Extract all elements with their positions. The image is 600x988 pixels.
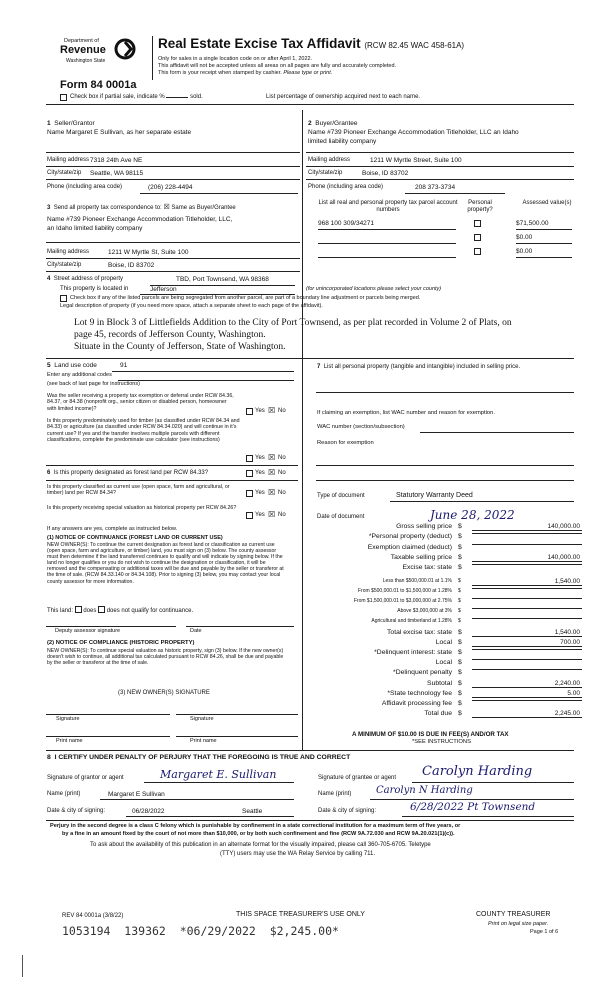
- correspondence-name-line2[interactable]: an Idaho limited liability company: [47, 225, 143, 232]
- partial-sale-checkbox[interactable]: [60, 94, 67, 101]
- minimum-fee-note: A MINIMUM OF $10.00 IS DUE IN FEE(S) AND/OR TAX: [352, 731, 509, 738]
- tax-row: [322, 588, 582, 598]
- tax-row-label: *Delinquent penalty: [393, 669, 452, 677]
- buyer-mailing-label: Mailing address: [308, 157, 351, 163]
- segregated-parcel-checkbox[interactable]: [60, 295, 67, 302]
- grantee-signature[interactable]: Carolyn Harding: [422, 764, 533, 779]
- parcel-account[interactable]: [318, 248, 456, 258]
- exemption-yes-label: Yes: [255, 408, 265, 414]
- tax-row-label: Above $3,000,000 at 3%: [397, 608, 452, 615]
- document-date-label: Date of document: [317, 514, 365, 520]
- timber-no-label: No: [278, 455, 286, 461]
- header-note-3-italic: Please type or print.: [283, 70, 333, 76]
- parcel-col-header-assessed: Assessed value(s): [522, 200, 572, 206]
- tax-row-value[interactable]: [472, 608, 582, 609]
- land-use-code[interactable]: 91: [120, 362, 128, 369]
- tax-row-currency: $: [458, 543, 462, 551]
- buyer-name-row: [308, 129, 578, 136]
- additional-codes-label: Enter any additional codes: [47, 372, 112, 378]
- tax-row-currency: $: [458, 659, 462, 667]
- buyer-city[interactable]: Boise, ID 83702: [362, 170, 409, 177]
- forest-question-row: [47, 470, 247, 476]
- exemption-wac-label: If claiming an exemption, list WAC number and reason for exemption.: [317, 410, 495, 416]
- alt-format-line-1: To ask about the availability of this publication in an alternate format for the visually impaired, please call 360-705-6705. Teletype: [90, 842, 431, 848]
- buyer-mailing[interactable]: 1211 W Myrtle Street, Suite 100: [370, 157, 462, 164]
- current-use-yes-label: Yes: [255, 490, 265, 496]
- exemption-no-checkbox[interactable]: ☒: [268, 406, 276, 415]
- certify-heading: [47, 754, 350, 761]
- personal-property-checkbox[interactable]: [474, 248, 481, 255]
- legal-description-label: Legal description of property (if you need more space, attach a separate sheet to each page of the affidavit).: [60, 303, 323, 309]
- seller-city[interactable]: Seattle, WA 98115: [90, 170, 144, 177]
- land-use-label: Land use code: [54, 362, 97, 369]
- tax-row-currency: $: [458, 649, 462, 657]
- buyer-name-line2[interactable]: limited liability company: [308, 138, 377, 145]
- tax-row-label: From $1,500,000.01 to $3,000,000 at 2.75%: [353, 598, 452, 605]
- correspondence-mailing-label: Mailing address: [47, 249, 90, 255]
- tax-row-label: Exemption claimed (deduct): [367, 543, 452, 551]
- tax-row-label: Excise tax: state: [402, 564, 452, 572]
- grantee-signature-label: Signature of grantee or agent: [318, 775, 397, 781]
- forest-yes-label: Yes: [255, 470, 265, 476]
- tax-row-value[interactable]: [472, 618, 582, 619]
- new-owner-signature-label-1: Signature: [56, 716, 80, 722]
- alt-format-line-2: (TTY) users may use the WA Relay Service by calling 711.: [220, 851, 376, 857]
- tax-row-label: Subtotal: [427, 679, 452, 687]
- buyer-city-label: City/state/zip: [308, 170, 343, 176]
- grantor-date-label: Date & city of signing:: [47, 808, 106, 814]
- this-land-label: This land:: [47, 608, 74, 614]
- seller-phone-label: Phone (including area code): [47, 184, 123, 190]
- parcel-account[interactable]: [318, 234, 456, 244]
- form-title-text: Real Estate Excise Tax Affidavit: [158, 36, 361, 51]
- tax-row: [322, 669, 582, 679]
- tax-row: [322, 598, 582, 608]
- legal-description-line-1[interactable]: Lot 9 in Block 3 of Littlefields Addition to the City of Port Townsend, as per plat recorded in Volume 2 of Plats, on: [74, 318, 512, 328]
- logo-revenue: Revenue: [60, 44, 106, 56]
- parcel-assessed-value[interactable]: $71,500.00: [516, 220, 572, 230]
- new-owner-signature-heading: (3) NEW OWNER(S) SIGNATURE: [118, 690, 210, 696]
- buyer-heading: [308, 120, 358, 127]
- historic-yes-checkbox[interactable]: [246, 512, 253, 519]
- tax-row-value[interactable]: [472, 533, 582, 534]
- seller-heading: [47, 120, 95, 127]
- buyer-heading-text: Buyer/Grantee: [315, 120, 358, 127]
- buyer-name-label: Name: [308, 129, 326, 136]
- form-number: Form 84 0001a: [60, 79, 137, 91]
- correspondence-city-label: City/state/zip: [47, 262, 82, 268]
- current-use-yes-checkbox[interactable]: [246, 490, 253, 497]
- seller-mailing[interactable]: 7318 24th Ave NE: [90, 157, 143, 164]
- personal-property-checkbox[interactable]: [474, 220, 481, 227]
- form-revision: REV 84 0001a (3/8/22): [62, 913, 124, 919]
- perjury-notice-line-2: by a fine in an amount fixed by the court of not more than $10,000, or by both such confinement and fine (RCW 9A.72.030 and RCW 9A.20.021(1)(c)).: [62, 831, 455, 837]
- grantee-name[interactable]: Carolyn N Harding: [376, 785, 473, 796]
- exemption-reason-label: Reason for exemption: [317, 440, 374, 446]
- notice-compliance-body: NEW OWNER(S): To continue special valuation as historic property, sign (3) below. If the new owner(s) doesn't wish to continue, all additional tax calculated pursuant to RCW 84.26, shall be due and payable by the seller or transferor at the time of sale.: [47, 648, 284, 667]
- street-label-text: Street address of property: [53, 276, 124, 282]
- tax-row: [322, 608, 582, 618]
- correspondence-name-label: Name: [47, 216, 65, 223]
- tax-row-currency: $: [458, 679, 462, 687]
- tax-row-label: Local: [435, 639, 452, 647]
- tax-row-currency: $: [458, 588, 461, 595]
- treasurer-receipt-stamp: 1053194 139362 *06/29/2022 $2,245.00*: [62, 924, 339, 938]
- tax-row-label: From $500,000.01 to $1,500,000 at 1.28%: [358, 588, 452, 595]
- correspondence-heading: [47, 203, 236, 211]
- grantee-date-city[interactable]: 6/28/2022 Pt Townsend: [410, 801, 536, 813]
- tax-row: [322, 533, 582, 543]
- tax-row-currency: $: [458, 533, 462, 541]
- certify-section-number: 8: [47, 754, 51, 761]
- tax-row-label: Gross selling price: [396, 523, 452, 530]
- does-not-label: does not qualify for continuance.: [106, 608, 194, 614]
- timber-yes-checkbox[interactable]: [246, 455, 253, 462]
- street-address[interactable]: TBD, Port Townsend, WA 98368: [176, 276, 269, 283]
- tax-row-label: Local: [435, 659, 452, 667]
- segregated-note: Check box if any of the listed parcels are being segregated from another parcel, are part of a boundary line adjustment or parcels being merged.: [70, 295, 421, 301]
- tax-row: [322, 523, 582, 533]
- tax-row-currency: $: [458, 709, 462, 717]
- county-treasurer: COUNTY TREASURER: [476, 911, 551, 918]
- tax-row-label: *Personal property (deduct): [368, 533, 452, 541]
- new-owner-print-name-1: Print name: [56, 738, 83, 744]
- tax-row-currency: $: [458, 639, 462, 647]
- does-not-qualify-checkbox[interactable]: [98, 606, 105, 613]
- location-section-number: 4: [47, 276, 51, 282]
- personal-property-checkbox[interactable]: [474, 234, 481, 241]
- tax-row-label: *State technology fee: [387, 689, 452, 697]
- see-instructions-note: *SEE INSTRUCTIONS: [412, 739, 471, 745]
- forest-question: Is this property designated as forest land per RCW 84.33?: [53, 470, 209, 476]
- tax-row-value[interactable]: [472, 649, 582, 650]
- dor-logo: [60, 38, 154, 68]
- county-value[interactable]: Jefferson: [150, 286, 177, 293]
- tax-row-currency: $: [458, 578, 461, 584]
- deputy-date-label: Date: [190, 628, 202, 634]
- current-use-no-checkbox[interactable]: ☒: [268, 488, 276, 497]
- tax-row-label: Affidavit processing fee: [381, 699, 452, 707]
- forest-no-label: No: [278, 470, 286, 476]
- legal-paper-note: Print on legal size paper.: [488, 921, 549, 927]
- timber-yes-label: Yes: [255, 455, 265, 461]
- personal-property-text: List all personal property (tangible and intangible) included in selling price.: [323, 364, 521, 370]
- tax-row: [322, 554, 582, 564]
- forest-no-checkbox[interactable]: ☒: [268, 468, 276, 477]
- tax-row: [322, 680, 582, 690]
- historic-no-label: No: [278, 512, 286, 518]
- new-owner-print-name-2: Print name: [190, 738, 217, 744]
- historic-no-checkbox[interactable]: ☒: [268, 510, 276, 519]
- tax-row-currency: $: [458, 598, 461, 605]
- tax-row-value[interactable]: 140,000.00: [472, 523, 582, 531]
- land-use-row: [47, 362, 97, 369]
- tax-row: [322, 618, 582, 628]
- current-use-question: Is this property classified as current use (open space, farm and agricultural, or timber) land per RCW 84.34?: [47, 484, 230, 497]
- tax-row-label: Agricultural and timberland at 1.28%: [371, 618, 452, 625]
- tax-row: [322, 690, 582, 700]
- tax-row-label: Total due: [424, 709, 452, 717]
- seller-name[interactable]: Margaret E Sullivan, as her separate estate: [66, 129, 192, 136]
- partial-sale-text: Check box if partial sale, indicate %: [70, 94, 165, 100]
- tax-row-currency: $: [458, 564, 462, 572]
- seller-phone[interactable]: (206) 228-4494: [148, 184, 193, 191]
- exemption-no-label: No: [278, 408, 286, 414]
- seller-section-number: 1: [47, 120, 51, 127]
- tax-row-value[interactable]: 700.00: [472, 639, 582, 647]
- see-back-note: (see back of last page for instructions): [47, 381, 140, 387]
- county-label: This property is located in: [60, 286, 129, 292]
- tax-row: [322, 544, 582, 554]
- seller-mailing-label: Mailing address: [47, 157, 90, 163]
- land-use-section-number: 5: [47, 362, 51, 369]
- form-title-ref: (RCW 82.45 WAC 458-61A): [364, 41, 465, 50]
- logo-dept-line: Department of: [64, 38, 99, 44]
- certify-heading-text: I CERTIFY UNDER PENALTY OF PERJURY THAT THE FOREGOING IS TRUE AND CORRECT: [54, 754, 351, 761]
- tax-row-value[interactable]: [472, 564, 582, 565]
- logo-state: Washington State: [66, 58, 106, 64]
- does-qualify-checkbox[interactable]: [75, 606, 82, 613]
- seller-heading-text: Seller/Grantor: [54, 120, 95, 127]
- grantee-name-label: Name (print): [318, 791, 352, 797]
- tax-row: [322, 564, 582, 574]
- header-note-1: Only for sales in a single location code on or after April 1, 2022.: [158, 56, 313, 62]
- wac-number-label: WAC number (section/subsection): [317, 424, 405, 430]
- partial-sale-blank: [166, 97, 188, 98]
- tax-row-currency: $: [458, 618, 461, 625]
- tax-row-currency: $: [458, 669, 462, 677]
- tax-row-currency: $: [458, 523, 462, 530]
- tax-row-label: *Delinquent interest: state: [374, 649, 452, 657]
- timber-question: Is this property predominately used for timber (as classified under RCW 84.34 and 84.33) or agriculture (as classified under RCW 84.34.020) and will continue in it's current use? If yes and the transfer involves multiple parcels with different classifications, complete the predominate use calculator (see instructions): [47, 418, 240, 443]
- legal-description-line-3[interactable]: Situate in the County of Jefferson, State of Washington.: [74, 342, 286, 352]
- tax-row-value[interactable]: 2,245.00: [472, 710, 582, 718]
- parcel-account[interactable]: 968 100 309/34271: [318, 220, 456, 230]
- header-note-3: [158, 70, 332, 76]
- current-use-no-label: No: [278, 490, 286, 496]
- forest-section-number: 6: [47, 470, 51, 476]
- forest-yes-checkbox[interactable]: [246, 470, 253, 477]
- deputy-signature-label: Deputy assessor signature: [55, 628, 121, 634]
- tax-row: [322, 649, 582, 659]
- tax-row-value[interactable]: [472, 544, 582, 545]
- historic-question: Is this property receiving special valuation as historical property per RCW 84.26?: [47, 505, 237, 511]
- grantor-signature[interactable]: Margaret E. Sullivan: [160, 768, 277, 781]
- grantee-date-label: Date & city of signing:: [318, 808, 377, 814]
- street-label: [47, 276, 123, 282]
- same-as-buyer-label: Same as Buyer/Grantee: [171, 205, 236, 211]
- grantor-name[interactable]: Margaret E Sullivan: [108, 791, 165, 798]
- revenue-logo-icon: [114, 38, 136, 60]
- legal-description-line-2[interactable]: page 45, records of Jefferson County, Washington.: [74, 330, 266, 340]
- correspondence-label: Send all property tax correspondence to:: [53, 205, 162, 211]
- header-note-3-text: This form is your receipt when stamped by cashier.: [158, 70, 282, 76]
- form-title: [158, 36, 464, 51]
- grantor-city[interactable]: Seattle: [242, 808, 263, 815]
- tax-row-value[interactable]: 1,540.00: [472, 578, 582, 586]
- tax-row-value[interactable]: [472, 598, 582, 599]
- buyer-phone-label: Phone (including area code): [308, 184, 384, 190]
- document-date[interactable]: June 28, 2022: [430, 508, 515, 522]
- same-as-buyer-checkbox[interactable]: ☒: [163, 204, 170, 211]
- tax-row: [322, 578, 582, 588]
- historic-yes-label: Yes: [255, 512, 265, 518]
- partial-sale-sold: sold.: [190, 94, 203, 100]
- correspondence-section-number: 3: [47, 205, 51, 211]
- tax-row-value[interactable]: 2,240.00: [472, 680, 582, 688]
- document-type-label: Type of document: [317, 493, 365, 499]
- tax-row-label: Less than $500,000.01 at 1.1%: [382, 578, 452, 584]
- tax-row: [322, 659, 582, 669]
- tax-row: [322, 710, 582, 720]
- parcel-col-header-account: List all real and personal property tax parcel account numbers: [318, 200, 458, 213]
- buyer-name-line1[interactable]: #739 Pioneer Exchange Accommodation Titleholder, LLC an Idaho: [327, 129, 519, 136]
- unincorporated-note: (for unincorporated locations please select your county): [306, 286, 442, 292]
- exemption-yes-checkbox[interactable]: [246, 408, 253, 415]
- treasurer-use-only: THIS SPACE TREASURER'S USE ONLY: [236, 911, 365, 918]
- tax-row-currency: $: [458, 689, 462, 697]
- tax-row-label: Taxable selling price: [390, 553, 452, 561]
- tax-row-value[interactable]: [472, 659, 582, 660]
- personal-property-label: [317, 362, 577, 372]
- timber-no-checkbox[interactable]: ☒: [268, 453, 276, 462]
- correspondence-name-line1[interactable]: #739 Pioneer Exchange Accommodation Titleholder, LLC,: [66, 216, 233, 223]
- answers-yes-note: If any answers are yes, complete as instructed below.: [47, 526, 178, 532]
- does-label: does: [83, 608, 97, 614]
- personal-section-number: 7: [317, 364, 321, 370]
- correspondence-city[interactable]: Boise, ID 83702: [108, 262, 155, 269]
- percentage-note: List percentage of ownership acquired next to each name.: [266, 94, 421, 100]
- exemption-question: Was the seller receiving a property tax exemption or deferral under RCW 84.36, 84.37, or 84.38 (nonprofit org., senior citizen or disabled person, homeowner with limited income)?: [47, 393, 234, 412]
- notice-continuance-body: NEW OWNER(S): To continue the current designation as forest land or classification as current use (open space, farm and agriculture, or timber) land, you must sign on (3) below. The county assessor must then determine if the land transferred continues to qualify and will indicate by signing below. If the land no longer qualifies or you do not wish to continue the designation or classification, it will be removed and the compensating or additional taxes will be due and payable by the seller or transferor at the time of sale. (RCW 84.33.140 or 84.34.108). Prior to signing (3) below, you may contact your local county assessor for more information.: [47, 542, 284, 585]
- buyer-section-number: 2: [308, 120, 312, 127]
- tax-row: [322, 629, 582, 639]
- tax-row: [322, 639, 582, 649]
- notice-continuance-title: (1) NOTICE OF CONTINUANCE (FOREST LAND OR CURRENT USE): [47, 535, 223, 541]
- correspondence-mailing[interactable]: 1211 W Myrtle St, Suite 100: [108, 249, 189, 256]
- tax-row-currency: $: [458, 629, 462, 636]
- tax-row-currency: $: [458, 608, 461, 615]
- parcel-assessed-value[interactable]: $0.00: [516, 248, 572, 258]
- tax-row-value[interactable]: [472, 700, 582, 701]
- page-number: Page 1 of 6: [530, 929, 559, 935]
- document-type[interactable]: Statutory Warranty Deed: [396, 492, 473, 499]
- tax-row-value[interactable]: [472, 669, 582, 670]
- parcel-row: [318, 234, 578, 245]
- seller-name-label: Name: [47, 129, 65, 136]
- grantor-signature-label: Signature of grantor or agent: [47, 775, 124, 781]
- grantor-name-label: Name (print): [47, 791, 81, 797]
- tax-row-currency: $: [458, 699, 462, 707]
- partial-sale-label: [70, 94, 203, 100]
- tax-row-currency: $: [458, 553, 462, 561]
- parcel-row: [318, 220, 578, 231]
- parcel-row: [318, 248, 578, 259]
- tax-row-label: Total excise tax: state: [387, 629, 452, 636]
- parcel-assessed-value[interactable]: $0.00: [516, 234, 572, 244]
- tax-row-value[interactable]: 140,000.00: [472, 554, 582, 562]
- buyer-phone[interactable]: 208 373-3734: [415, 184, 456, 191]
- grantor-date[interactable]: 06/28/2022: [132, 808, 165, 815]
- continuance-row: [47, 605, 193, 614]
- seller-city-label: City/state/zip: [47, 170, 82, 176]
- header-note-2: This affidavit will not be accepted unless all areas on all pages are fully and accurately completed.: [158, 63, 397, 69]
- tax-row-value[interactable]: 1,540.00: [472, 629, 582, 637]
- new-owner-signature-label-2: Signature: [190, 716, 214, 722]
- tax-row: [322, 700, 582, 710]
- notice-compliance-title: (2) NOTICE OF COMPLIANCE (HISTORIC PROPERTY): [47, 640, 195, 646]
- tax-row-value[interactable]: [472, 588, 582, 589]
- perjury-notice-line-1: Perjury in the second degree is a class C felony which is punishable by confinement in a state correctional institution for a maximum term of five years, or: [50, 823, 461, 829]
- correspondence-name-row: [47, 216, 297, 223]
- seller-name-row: [47, 129, 191, 136]
- tax-row-value[interactable]: 5.00: [472, 690, 582, 698]
- parcel-col-header-personal: Personal property?: [467, 200, 493, 213]
